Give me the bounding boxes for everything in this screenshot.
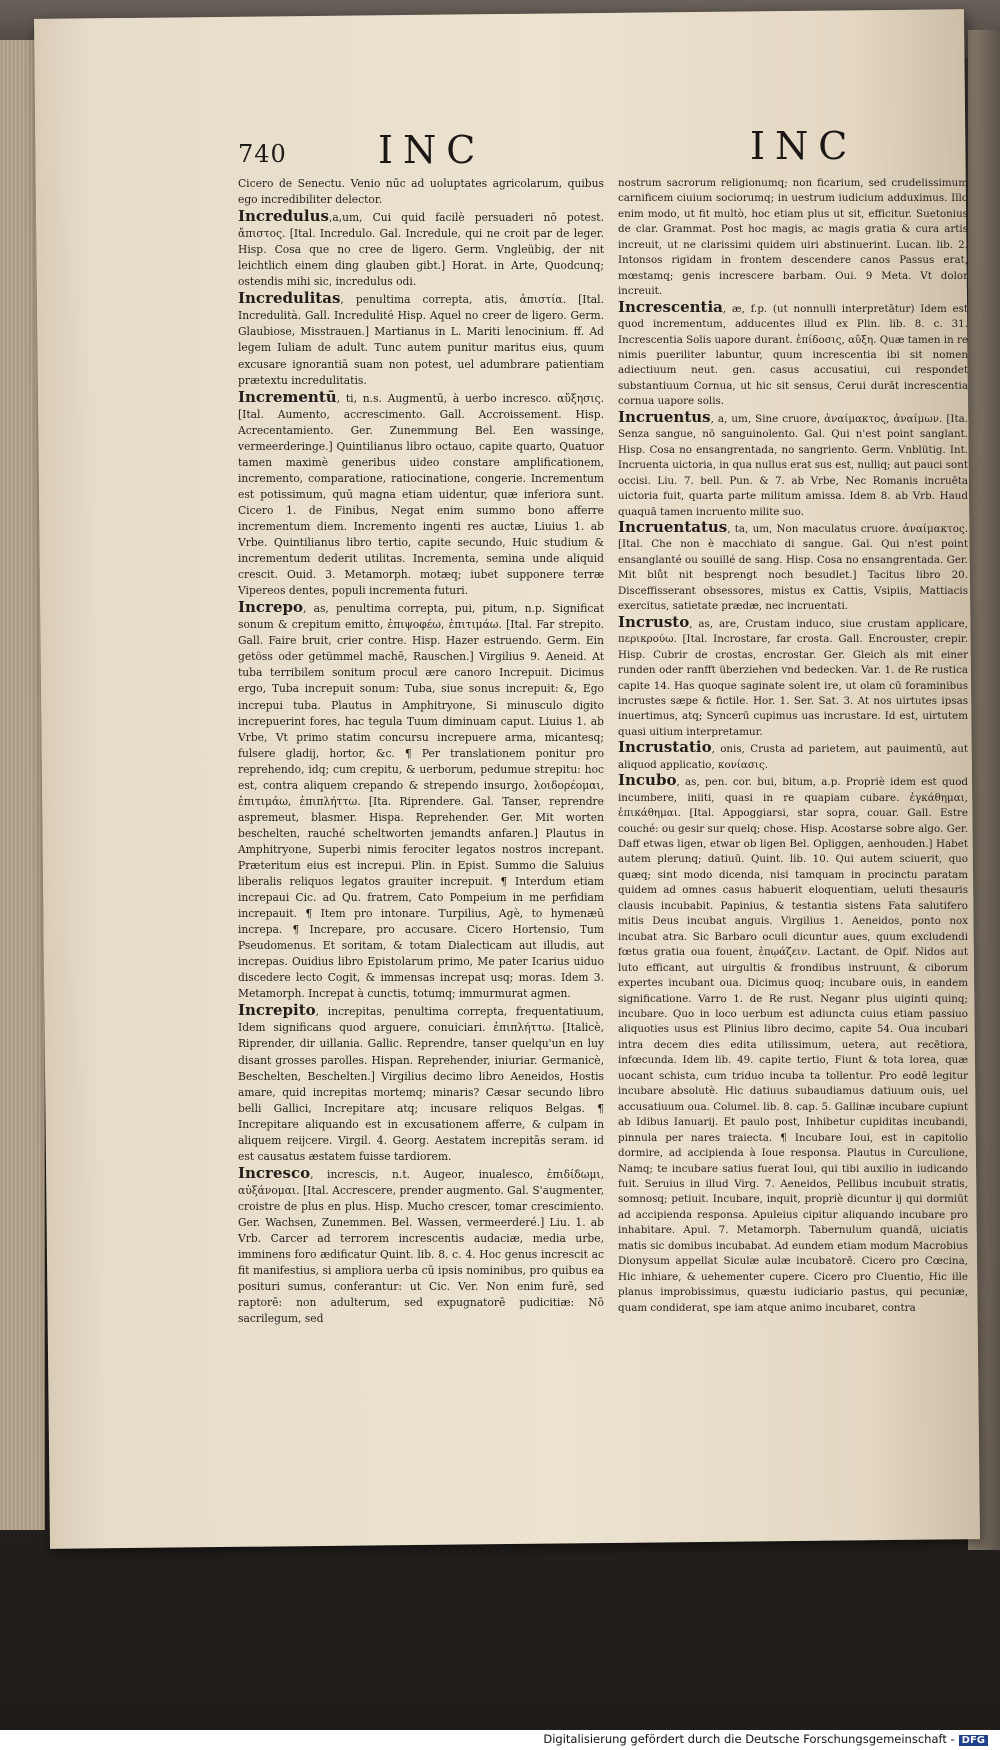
entry-text: , penultima correpta, atis, ἀπιστία. [Ital. Incredulità. Gall. Incredulité Hisp. Aquel no creer de ligero. Germ. Glaubiose, Misstrauen.] Martianus in L. Mariti lenocinium. ff. Ad legem Iuliam de adult. Tunc autem punitur maritus eius, quum excusare ignorantiā suam non potest, uel adumbrare patientiam prætextu incredulitatis. <box>238 293 604 387</box>
left-column <box>238 176 604 1327</box>
entry-headword: Increpo <box>238 598 303 617</box>
entry-headword: Incruentus <box>618 407 711 426</box>
footer-credit-text: Digitalisierung gefördert durch die Deutsche Forschungsgemeinschaft - <box>543 1732 955 1746</box>
page-number: 740 <box>238 140 287 168</box>
entry-headword: Incruentatus <box>618 517 728 536</box>
entry-headword: Incrusto <box>618 612 690 631</box>
entry-text: , ti, n.s. Augmentū, à uerbo incresco. αὔξησις. [Ital. Aumento, accrescimento. Gall. Accroissement. Hisp. Acrecentamiento. Ger. Zunemmung Bel. Een wassinge, vermeerderinge.] Quintilianus libro octauo, capite quarto, Quatuor tamen maximè generibus uideo constare amplificationem, incremento, comparatione, ratiocinatione, congerie. Incrementum est potissimum, quū magna etiam uidentur, quæ inferiora sunt. Cicero 1. de Finibus, Negat enim summo bono afferre incrementum diem. Incremento ingenti res auctæ, Liuius 1. ab Vrbe. Quintilianus libro tertio, capite secundo, Huic studium & incrementum dederit utilitas. Incrementa, semina unde aliquid crescit. Ouid. 3. Metamorph. motæq; iubet supponere terræ Vipereos dentes, populi incrementa futuri. <box>238 391 604 598</box>
entry-text: , as, are, Crustam induco, siue crustam applicare, περικρούω. [Ital. Incrostare, far crosta. Gall. Encrouster, crepir. Hisp. Cubrir de crostas, encrostar. Ger. Gleich als mit einer runden oder ranfft überziehen vnd bedecken. Var. 1. de Re rustica capite 14. Has quoque saginate solent ire, ut olam cū foraminibus incrustes sæpe & fictile. Hor. 1. Ser. Sat. 3. At nos uirtutes ipsas inuertimus, atq; Syncerū cupimus uas incrustare. Id est, uirtutem quasi uitium interpretamur. <box>618 617 968 738</box>
dictionary-entry <box>238 1165 604 1327</box>
dictionary-entry <box>238 208 604 290</box>
dictionary-entry <box>238 389 604 600</box>
entry-text: , as, pen. cor. bui, bitum, a.p. Propriè idem est quod incumbere, iniiti, quasi in re quapiam cubare. ἐγκάθημαι, ἐπικάθημαι. [Ital. Appoggiarsi, star sopra, couar. Gall. Estre couché: ou gesir sur quelq; chose. Hisp. Acostarse sobre algo. Ger. Daff etwas ligen, etwar ob ligen Bel. Opliggen, aenhouden.] Habet autem plerunq; datiuū. Quint. lib. 10. Qui autem sciuerit, quo quæq; sint modo dicenda, nisi tamquam in procinctu paratam quidem ad omnes casus habuerit eloquentiam, ueluti thesauris clausis incubabit. Papinius, & testantia sistens Fata salutifero mitis Deus incubat anguis. Virgilius 1. Aeneidos, ponto nox incubat atra. Sic Barbaro oculi dicuntur aues, quum excludendi fœtus gratia oua fouent, ἐπῳάζειν. Lactant. de Opif. Nidos aut luto efficant, aut uirgultis & frondibus instruunt, & ciborum expertes incubant oua. Dicimus quoq; incubare ouis, in eandem significatione. Varro 1. de Re rust. Neganr plus uiginti quinq; incubare. Quo in loco uerbum est adiuncta cuius etiam passiuo aliquoties usus est Plinius libro decimo, capite 54. Oua incubari intra decem dies edita utilissimum, uetera, aut recētiora, infœcunda. Idem lib. 49. capite tertio, Fiunt & tota lorea, quæ uocant schista, cum triduo incuba ta tollentur. Pro eodē legitur incubare absolutè. Hic datiuus subaudiamus datiuum ouis, uel accusatiuum oua. Columel. lib. 8. cap. 5. Gallinæ incubare cupiunt ab Idibus Ianuarij. Et paulo post, Inhibetur cupiditas incubandi, pinnula per nares traiecta. ¶ Incubare Ioui, est in capitolio dormire, ad accipienda à Ioue responsa. Plautus in Curculione, Namq; te incubare satius fuerat Ioui, qui tibi auxilio in iudicando fuit. Seruius in illud Virg. 7. Aeneidos, Pellibus incubuit stratis, somnosq; petiuit. Incubare, inquit, propriè dicuntur ij qui dormiūt ad accipienda responsa. Apuleius cipitur aliquando incubare pro inhabitare. Apul. 7. Metamorph. Tabernulum quandā, uiciatis matis sic domibus incubabat. Ad eundem etiam modum Macrobius Dionysum appellat Siculæ aulæ incubatorē. Cicero pro Cœcina, Hic inhiare, & uehementer cupere. Cicero pro Cluentio, Hic ille planus improbissimus, quæstu iudiciario pastus, qui pecuniæ, quam condiderat, spe iam atque animo incubaret, contra <box>618 776 968 1314</box>
entry-headword: Incrustatio <box>618 738 712 757</box>
dictionary-entry <box>618 740 968 773</box>
dictionary-entry <box>238 290 604 388</box>
footer-bar <box>0 1730 1000 1750</box>
dictionary-entry <box>618 517 968 615</box>
entry-headword: Incredulus <box>238 207 329 226</box>
running-head-right: INC <box>750 124 858 168</box>
entry-text: , a, um, Sine cruore, ἀναίμακτος, ἀναίμων. [Ita. Senza sangue, nō sanguinolento. Gal. Qui n'est point sanglant. Hisp. Cosa no ensangrentada, no sangriento. Germ. Vnblütig. Int. Incruenta uictoria, in qua nullus erat sus est, nulliq; aut pauci sont occisi. Liu. 7. bell. Pun. & 7. ab Vrbe, Nec Romanis incruēta uictoria fuit, quarta parte militum amissa. Idem 8. ab Vrb. Haud quaquā tamen incruento milite suo. <box>618 412 968 518</box>
dictionary-entry <box>238 1002 604 1164</box>
entry-text: nostrum sacrorum religionumq; non ficarium, sed crudelissimum carnificem ciuium sociorumq; in uestrum iudicium adduximus. Illo enim modo, ut fit multò, hoc etiam plus ut sit, efficitur. Suetonius de clar. Grammat. Post hoc magis, ac magis gratia & cura artis increuit, ut ne clarissimi quidem uiri abstinuerint. Lucan. lib. 2. Intonsos rigidam in frontem descendere canos Passus erat, mœstamq; genis increscere barbam. Oui. 9 Meta. Vt dolor increuit. <box>618 177 968 298</box>
dictionary-entry <box>618 773 968 1316</box>
running-head-left: INC <box>378 128 486 172</box>
entry-headword: Incubo <box>618 771 677 790</box>
dictionary-entry <box>238 176 604 208</box>
entry-headword: Incrementū <box>238 387 337 406</box>
dfg-logo: DFG <box>959 1735 988 1746</box>
entry-headword: Increscentia <box>618 297 723 316</box>
entry-text: , ta, um, Non maculatus cruore. ἀναίμακτος. [Ital. Che non è macchiato di sangue. Gal. Qui n'est point ensanglanté ou souillé de sang. Hisp. Cosa no ensangrentada. Ger. Mit blůt nit besprengt noch besudlet.] Tacitus libro 20. Disceffisserant obsessores, mistus ex Cattis, Vsipiis, Mattiacis exercitus, satietate prædæ, nec incruentati. <box>618 522 968 613</box>
entry-headword: Incresco <box>238 1163 311 1182</box>
dictionary-entry <box>618 407 968 520</box>
entry-text: , increpitas, penultima correpta, frequentatiuum, Idem significans quod arguere, conuiciari. ἐπιπλήττω. [Italicè, Riprender, dir uillania. Gallic. Reprendre, tanser quelqu'un en luy disant grosses parolles. Hispan. Reprehender, iniuriar. Germanicè, Beschelten, Beschelten.] Virgilius decimo libro Aeneidos, Hostis amare, quid increpitas mortemq; minaris? Cæsar secundo libro belli Gallici, Increpitare atq; incusare reliquos Belgas. ¶ Increpitare aliquando est in excusationem afferre, & culpam in aliquem reijcere. Virgil. 4. Georg. Aestatem increpitās seram. id est causatus æstatem fuisse tardiorem. <box>238 1005 604 1163</box>
dictionary-entry <box>618 176 968 300</box>
entry-text: Cicero de Senectu. Venio nūc ad uoluptates agricolarum, quibus ego incredibiliter delector. <box>238 177 604 207</box>
entry-headword: Increpito <box>238 1001 316 1020</box>
entry-text: , onis, Crusta ad parietem, aut pauimentū, aut aliquod applicatio, κονίασις. <box>618 743 968 771</box>
page-header <box>238 124 958 180</box>
entry-text: ,a,um, Cui quid facilè persuaderi nō potest. ἄπιστος. [Ital. Incredulo. Gal. Incredule, qui ne croit par de leger. Hisp. Cosa que no cree de ligero. Germ. Vngleübig, der nit leichtlich einem ding glauben gibt.] Horat. in Arte, Quodcunq; ostendis mihi sic, incredulus odi. <box>238 211 604 289</box>
entry-headword: Incredulitas <box>238 289 341 308</box>
right-column <box>618 176 968 1316</box>
footer-credit <box>543 1732 988 1746</box>
entry-text: , as, penultima correpta, pui, pitum, n.p. Significat sonum & crepitum emitto, ἐπιψοφέω, ἐπιτιμάω. [Ital. Far strepito. Gall. Faire bruit, crier contre. Hisp. Hazer estruendo. Germ. Ein getöss oder getümmel machē, Rauschen.] Virgilius 9. Aeneid. At tuba terribilem sonitum procul ære canoro Increpuit. Dicimus ergo, Tuba increpuit sonum: Tuba, siue sonus increpuit: &, Ego increpui tuba. Plautus in Amphitryone, Si minusculo digito increpuerint fores, hac tegula Tuum diminuam caput. Liuius 1. ab Vrbe, Vt primo statim concursu increpuere arma, micantesq; fulsere gladij, hortor, &c. ¶ Per translationem ponitur pro reprehendo, idq; cum crepitu, & uerborum, pedumue strepitu: hoc est, contra aliquem crepando & strependo insurgo, λοιδορέομαι, ἐπιτιμάω, ἐπιπλήττω. [Ita. Riprendere. Gal. Tanser, reprendre aspremeut, blasmer. Hispa. Reprehender. Ger. Mit worten beschelten, rauché scheltworten jemandts anfaren.] Plautus in Amphitryone, Superbi nimis ferociter legatos nostros increpant. Præteritum eius est increpui. Plin. in Epist. Summo die Saluius liberalis reliquos legatos grauiter increpuit. ¶ Interdum etiam increpaui Cic. ad Qu. fratrem, Cato Pompeium in me perfidiam increpauit. ¶ Item pro intonare. Turpilius, Agè, to hymenæū increpa. ¶ Increpare, pro accusare. Cicero Hortensio, Tum Pseudomenus. Et soritam, & totam Dialecticam aut illudis, aut increpas. Ouidius libro Epistolarum primo, Me pater Icarius uiduo discedere lecto Cogit, & immensas increpat usq; moras. Idem 3. Metamorph. Increpat à cunctis, totumq; immurmurat agmen. <box>238 602 604 1001</box>
dictionary-entry <box>618 612 968 741</box>
entry-text: , increscis, n.t. Augeor, inualesco, ἐπιδίδωμι, αὐξάνομαι. [Ital. Accrescere, prender augmento. Gal. S'augmenter, croistre de plus en plus. Hisp. Mucho crescer, tomar crescimiento. Ger. Wachsen, Zunemmen. Bel. Wassen, vermeerderé.] Liu. 1. ab Vrb. Carcer ad terrorem increscentis audaciæ, media urbe, imminens foro ædificatur Quint. lib. 8. c. 4. Hoc genus increscit ac fit manifestius, si ampliora uerba cū ipsis nominibus, pro quibus ea posituri sumus, conferantur: ut Cic. Ver. Non enim furē, sed raptorē: non adulterum, sed expugnatorē pudicitiæ: Nō sacrilegum, sed <box>238 1167 604 1326</box>
entry-text: , æ, f.p. (ut nonnulli interpretātur) Idem est quod incrementum, adducentes illud ex Plin. lib. 8. c. 31. Increscentia Solis uapore durant. ἐπίδοσις, αὔξη. Quæ tamen in re nimis pueriliter labuntur, quum increscentia ibi sit nomen adiectiuum neut. gen. casus accusatiui, cui respondet substantiuum Cornua, ut hic sit sensus, Cerui durāt increscentia cornua uapore solis. <box>618 302 968 408</box>
dictionary-entry <box>618 297 968 410</box>
dictionary-entry <box>238 599 604 1002</box>
